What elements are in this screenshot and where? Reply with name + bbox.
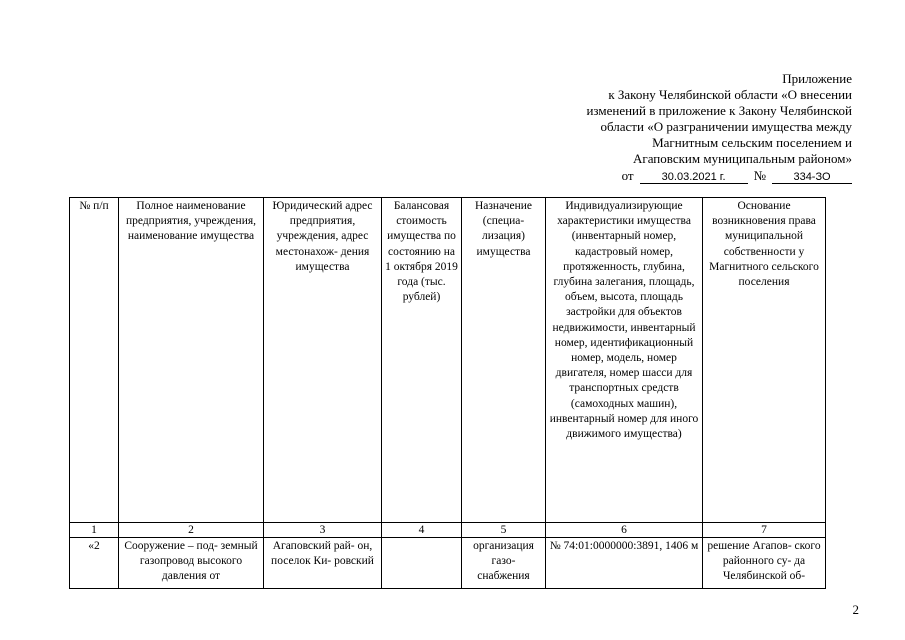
table-header-row	[70, 198, 826, 523]
header-line: к Закону Челябинской области «О внесении	[608, 87, 852, 102]
property-purpose: организация газо- снабжения	[462, 538, 546, 589]
column-header: Полное наименование предприятия, учреждения, наименование имущества	[119, 198, 264, 523]
header-line: области «О разграничении имущества между	[600, 119, 852, 134]
header-line: Агаповским муниципальным районом»	[632, 151, 852, 166]
column-number: 2	[119, 523, 264, 538]
number-label: №	[753, 168, 766, 183]
column-number: 6	[546, 523, 703, 538]
document-header	[532, 71, 852, 184]
column-header: Балансовая стоимость имущества по состоянию на 1 октября 2019 года (тыс. рублей)	[382, 198, 462, 523]
page-number: 2	[852, 602, 859, 617]
property-name: Сооружение – под- земный газопровод высокого давления от	[119, 538, 264, 589]
column-number: 5	[462, 523, 546, 538]
column-number: 3	[264, 523, 382, 538]
column-header: Основание возникновения права муниципальной собственности у Магнитного сельского поселения	[703, 198, 826, 523]
header-line: Магнитным сельским поселением и	[652, 135, 852, 150]
column-header: Индивидуализирующие характеристики имущества (инвентарный номер, кадастровый номер, протяженность, глубина, глубина залегания, площадь, объем, высота, площадь застройки для объектов недвижимости, инвентарный номер, идентификационный номер, модель, номер двигателя, номер шасси для транспортных средств (самоходных машин), инвентарный номер для иного движимого имущества)	[546, 198, 703, 523]
column-number: 7	[703, 523, 826, 538]
row-number: «2	[70, 538, 119, 589]
header-line: изменений в приложение к Закону Челябинской	[586, 103, 852, 118]
column-header: Юридический адрес предприятия, учреждения, адрес местонахож- дения имущества	[264, 198, 382, 523]
header-line: Приложение	[782, 71, 852, 86]
column-header: Назначение (специа- лизация) имущества	[462, 198, 546, 523]
law-reference-line	[532, 168, 852, 184]
property-address: Агаповский рай- он, поселок Ки- ровский	[264, 538, 382, 589]
from-label: от	[621, 168, 634, 183]
balance-value	[382, 538, 462, 589]
column-number: 1	[70, 523, 119, 538]
column-number-row	[70, 523, 826, 538]
law-date: 30.03.2021 г.	[640, 171, 748, 184]
column-number: 4	[382, 523, 462, 538]
law-number: 334-ЗО	[772, 171, 852, 184]
property-characteristics: № 74:01:0000000:3891, 1406 м	[546, 538, 703, 589]
ownership-basis: решение Агапов- ского районного су- да Челябинской об-	[703, 538, 826, 589]
table-row	[70, 538, 826, 589]
property-table	[69, 197, 826, 589]
column-header: № п/п	[70, 198, 119, 523]
